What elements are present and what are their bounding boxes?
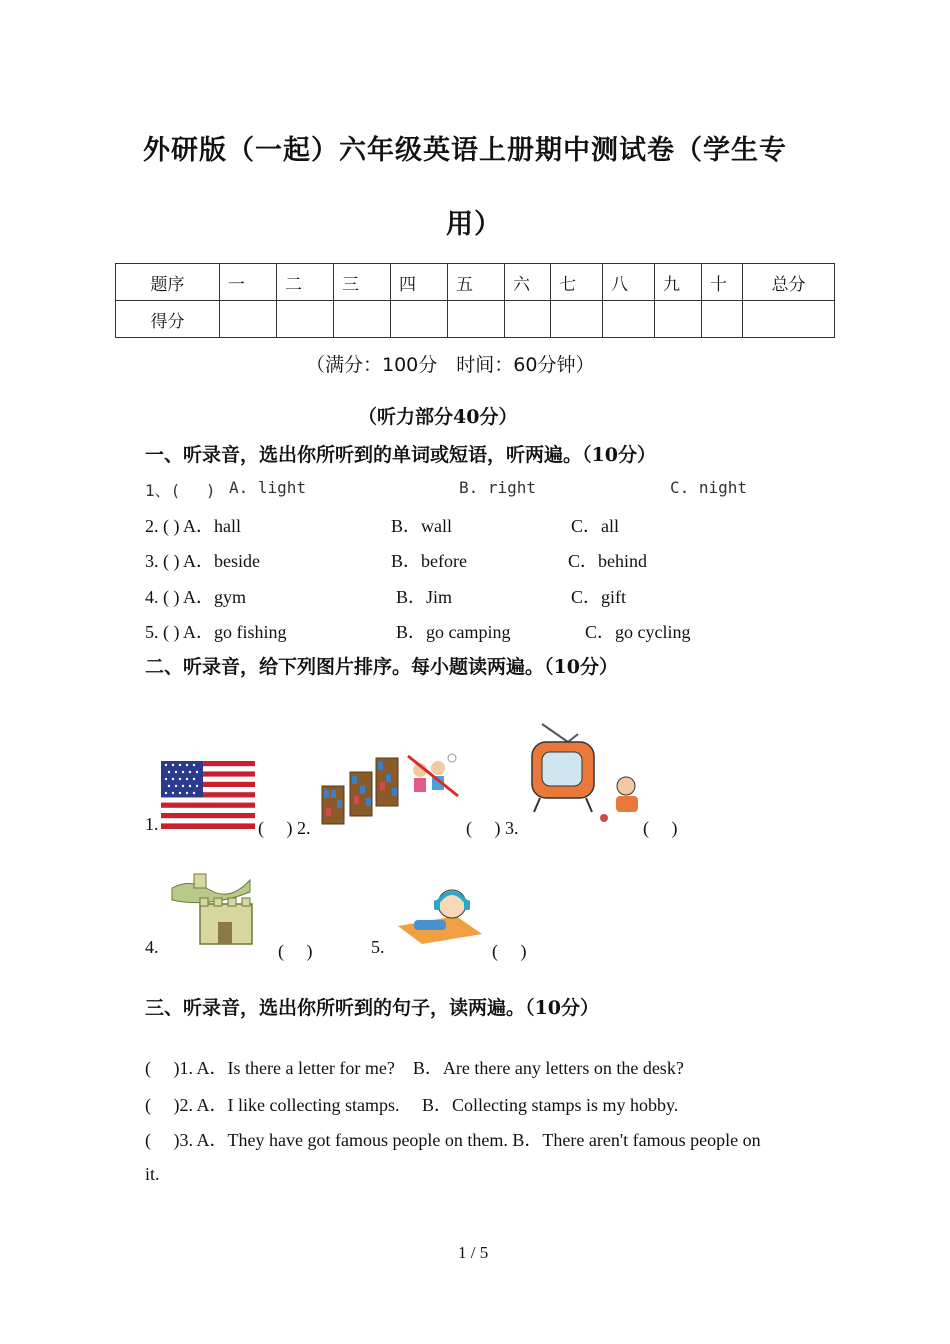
us-flag-picture (161, 761, 255, 829)
q3-option-c: C．behind (568, 551, 647, 571)
q2-option-c: C．all (571, 516, 619, 536)
q3-option-b: B．before (391, 551, 467, 571)
pic4-label: 4. (145, 937, 159, 957)
q5-option-b: B．go camping (396, 622, 511, 642)
score-header-cell: 七 (551, 264, 603, 301)
score-header-cell: 八 (603, 264, 655, 301)
section2-heading: 二、听录音，给下列图片排序。每小题读两遍。（10分） (145, 656, 618, 678)
score-header-cell: 总分 (743, 264, 835, 301)
library-shelves-picture (320, 748, 466, 828)
q1-option-b: B. right (459, 478, 537, 497)
girl-with-headphones-picture (396, 886, 486, 948)
score-cell (505, 301, 551, 338)
s3-question-3: ( )3. A．They have got famous people on them. B．There aren't famous people on (145, 1130, 761, 1150)
pic4-answer-blank[interactable]: ( ) (278, 941, 313, 961)
score-header-cell: 一 (220, 264, 277, 301)
score-header-cell: 九 (655, 264, 702, 301)
score-cell (334, 301, 391, 338)
score-header-cell: 四 (391, 264, 448, 301)
section1-heading: 一、听录音，选出你所听到的单词或短语，听两遍。（10分） (145, 444, 656, 466)
score-row-label: 得分 (116, 301, 220, 338)
s3-question-2: ( )2. A．I like collecting stamps. B．Collecting stamps is my hobby. (145, 1095, 679, 1115)
score-cell (277, 301, 334, 338)
q5-option-c: C．go cycling (585, 622, 691, 642)
pic5-answer-blank[interactable]: ( ) (492, 941, 527, 961)
s3-question-3-cont: it. (145, 1164, 160, 1184)
score-cell (391, 301, 448, 338)
q2-option-b: B．wall (391, 516, 452, 536)
score-table (115, 263, 835, 338)
score-cell (743, 301, 835, 338)
pic2-answer-blank[interactable]: ( ) 3. (466, 818, 519, 838)
q1-option-c: C. night (670, 478, 748, 497)
score-header-cell: 六 (505, 264, 551, 301)
q4-option-b: B．Jim (396, 587, 453, 607)
score-cell (551, 301, 603, 338)
doc-title-line1: 外研版（一起）六年级英语上册期中测试卷（学生专 (143, 135, 787, 166)
great-wall-picture (170, 870, 260, 948)
pic3-answer-blank[interactable]: ( ) (643, 818, 678, 838)
score-cell (702, 301, 743, 338)
score-cell (655, 301, 702, 338)
score-header-cell: 题序 (116, 264, 220, 301)
score-cell (448, 301, 505, 338)
pic1-label: 1. (145, 814, 159, 834)
full-score-line: （满分：100分 时间：60分钟） (306, 354, 595, 376)
section3-heading: 三、听录音，选出你所听到的句子，读两遍。（10分） (145, 997, 599, 1019)
score-header-cell: 五 (448, 264, 505, 301)
score-cell (603, 301, 655, 338)
q4-option-c: C．gift (571, 587, 627, 607)
score-header-cell: 十 (702, 264, 743, 301)
q1-option-a: A. light (229, 478, 307, 497)
listening-part-heading: （听力部分40分） (358, 406, 518, 428)
pic1-answer-blank[interactable]: ( ) 2. (258, 818, 311, 838)
q1-number: 1、( ) (145, 481, 216, 500)
doc-title-line2: 用） (446, 209, 502, 240)
score-cell (220, 301, 277, 338)
q5-stem: 5. ( ) A．go fishing (145, 622, 287, 642)
score-table-header-row (116, 264, 835, 301)
q4-stem: 4. ( ) A．gym (145, 587, 246, 607)
s3-question-1: ( )1. A．Is there a letter for me? B．Are there any letters on the desk? (145, 1058, 684, 1078)
pic5-label: 5. (371, 937, 385, 957)
q2-stem: 2. ( ) A．hall (145, 516, 241, 536)
q3-stem: 3. ( ) A．beside (145, 551, 260, 571)
tv-and-boy-picture (528, 722, 646, 826)
score-table-score-row (116, 301, 835, 338)
page-number: 1 / 5 (458, 1243, 489, 1262)
score-header-cell: 二 (277, 264, 334, 301)
score-header-cell: 三 (334, 264, 391, 301)
